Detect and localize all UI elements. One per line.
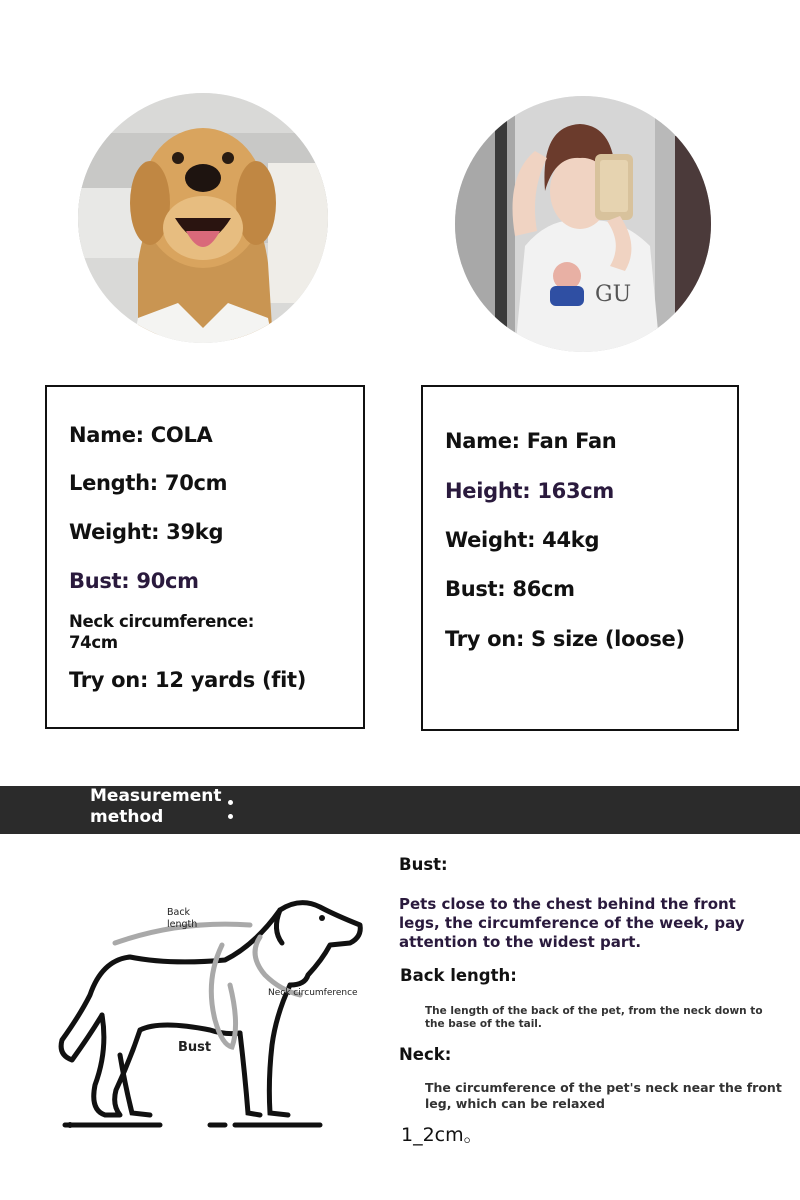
dog-neck-circumference: Neck circumference: 74cm xyxy=(69,612,255,652)
person-bust: Bust: 86cm xyxy=(445,577,575,601)
back-length-label-2: length xyxy=(167,919,198,930)
dog-name: Name: COLA xyxy=(69,423,213,447)
back-length-heading: Back length: xyxy=(400,966,517,985)
dog-photo xyxy=(78,93,328,343)
dog-profile-card xyxy=(45,385,365,729)
dog-hind-leg-outline xyxy=(94,1015,140,1115)
dog-bust: Bust: 90cm xyxy=(69,569,199,593)
dog-front-leg-2-outline xyxy=(269,985,290,1115)
dog-length: Length: 70cm xyxy=(69,471,228,495)
woman-selfie-image xyxy=(455,96,711,352)
section-title: Measurement method xyxy=(90,786,222,827)
dog-eye xyxy=(319,915,325,921)
golden-retriever-image xyxy=(78,93,328,343)
bust-label: Bust xyxy=(178,1040,212,1055)
person-weight: Weight: 44kg xyxy=(445,528,600,552)
bust-description: Pets close to the chest behind the front legs, the circumference of the week, pay attention to the widest part. xyxy=(399,895,745,951)
neck-heading: Neck: xyxy=(399,1045,452,1064)
measurement-method-bar xyxy=(0,786,800,834)
back-length-label-1: Back xyxy=(167,907,191,918)
person-height: Height: 163cm xyxy=(445,479,615,503)
svg-text:GU: GU xyxy=(595,282,632,307)
dog-back-outline xyxy=(61,910,280,1060)
person-try-on: Try on: S size (loose) xyxy=(445,627,685,651)
neck-label: Neck circumference xyxy=(268,988,358,998)
colon-icon xyxy=(226,794,236,824)
back-length-description: The length of the back of the pet, from the neck down to the base of the tail. xyxy=(425,1005,763,1030)
dog-belly-outline xyxy=(140,1025,240,1034)
bust-heading: Bust: xyxy=(399,855,448,874)
dog-try-on: Try on: 12 yards (fit) xyxy=(69,668,307,692)
dog-weight: Weight: 39kg xyxy=(69,520,224,544)
person-profile-card xyxy=(421,385,739,731)
ground-dot xyxy=(67,1122,73,1128)
dog-measurement-diagram xyxy=(50,885,380,1135)
dog-head-outline xyxy=(280,903,360,985)
woman-photo xyxy=(455,96,711,352)
dog-hind-leg-2-outline xyxy=(120,1055,150,1115)
tolerance-note: 1_2cm。 xyxy=(401,1124,483,1146)
person-name: Name: Fan Fan xyxy=(445,429,617,453)
neck-description: The circumference of the pet's neck near the front leg, which can be relaxed xyxy=(425,1080,782,1111)
dog-front-leg-outline xyxy=(240,1033,260,1115)
